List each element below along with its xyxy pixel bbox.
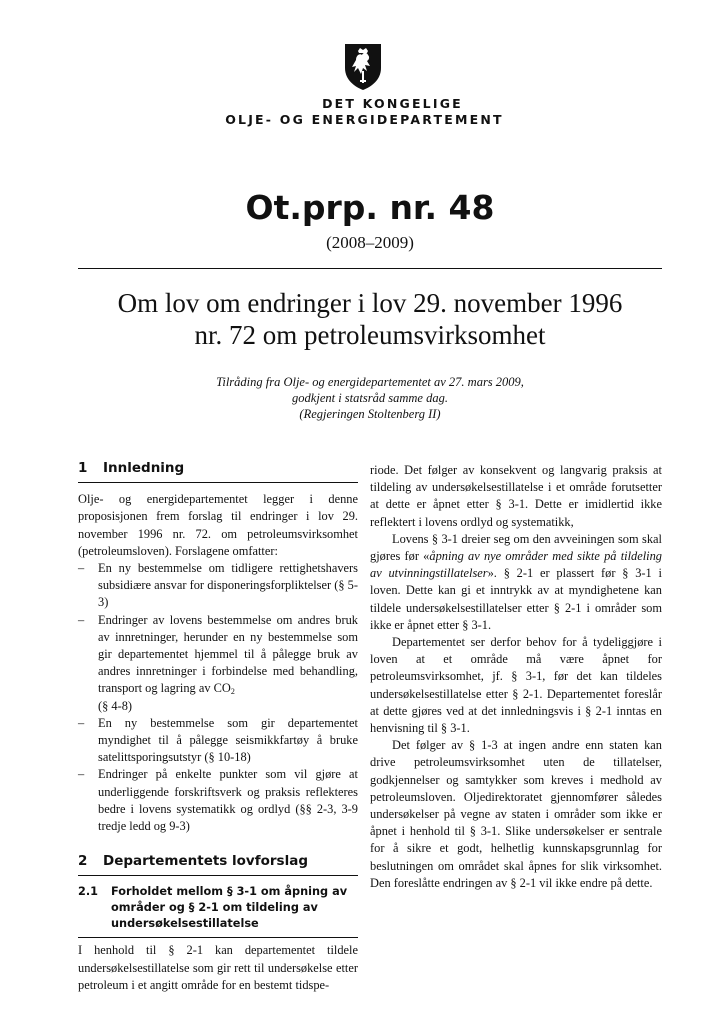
recommendation-note [160,374,580,422]
ministry-line-2: OLJE- OG ENERGIDEPARTEMENT [225,112,504,127]
document-title [70,287,670,351]
title-line-2: nr. 72 om petroleumsvirksomhet [194,320,546,350]
body-paragraph: I henhold til § 2-1 kan departementet tildele undersøkelsestillatelse som gir rett til undersøkelse etter petroleum i et angitt område for en bestemt tidspe- [78,943,358,992]
body-paragraph: Departementet ser derfor behov for å tydeliggjøre i loven at et område må være åpnet for petroleumsvirksomhet, jf. § 3-1, før det kan tildeles undersøkelsestillatelse etter § 2-1. Departementet foreslår at dette gjøres ved at det innledningsvis i § 2-1 inntas en henvisning til § 3-1. [370,635,662,736]
list-item-text: Endringer av lovens bestemmelse om andres bruk av innretninger, herunder en ny bestemmelse som gir departementet hjemmel til å pålegge bruk av andres innretninger i forbindelse med behandling, transport og lagring av CO [98,612,358,696]
document-number: Ot.prp. nr. 48 [245,188,495,227]
body-paragraph-continued: riode. Det følger av konsekvent og langvarig praksis at tildeling av undersøkelsestillatelse i et område forutsetter at dette er åpnet etter § 3-1. Dette er imidlertid ikke reflektert i lovens ordlyd og systematikk, [370,463,662,529]
body-paragraph: Det følger av § 1-3 at ingen andre enn staten kan drive petroleumsvirksomhet uten de tillatelser, godkjennelser og samtykker som kreves i medhold av petroleumsloven. Oljedirektoratet gjennomfører således undersøkelser på vegne av staten i områder som ikke er åpnet i henhold til § 3-1. Slike undersøkelser er sentrale for å sikre et godt, helhetlig kunnskapsgrunnlag for beslutningen om området skal åpnes for slik virksomhet. Den foreslåtte endringen av § 2-1 vil ikke endre på dette. [370,738,662,890]
right-column [370,462,662,892]
list-item: – En ny bestemmelse om tidligere rettighetshavers subsidiære ansvar for disponeringsforpliktelser (§ 5-3) [78,560,358,612]
title-line-1: Om lov om endringer i lov 29. november 1996 [117,288,623,318]
body-paragraph [370,531,662,634]
list-item-ref: (§ 4-8) [98,698,133,713]
document-session: (2008–2009) [326,233,414,252]
section-number: 2 [78,853,88,870]
section-heading-innledning [78,460,358,483]
intro-paragraph: Olje- og energidepartementet legger i denne proposisjonen frem forslag til endringer i lov 29. november 1996 nr. 72. om petroleumsvirksomhet (petroleumsloven). Forslagene omfatter: [78,492,358,558]
section-title: Departementets lovforslag [103,853,308,870]
co2-subscript: 2 [230,687,235,697]
ministry-line-1: DET KONGELIGE [322,96,463,111]
list-item: – Endringer på enkelte punkter som vil gjøre at underliggende forskriftsverk og praksis reflekteres bedre i lovens systematikk og ordlyd (§§ 2-3, 3-9 tredje ledd og 9-3) [78,766,358,835]
paragraph-text: Lovens § 3-1 dreier seg om den avveiningen som skal gjøres før « [370,531,662,564]
paragraph-text: ». § 2-1 er plassert før § 3-1 i loven. Dette kan gi et inntrykk av at myndighetene kan tildele undersøkelsestillatelser etter § 2-1 i områder som ikke er åpnet etter § 3-1. [370,566,662,632]
subsection-number: 2.1 [78,885,99,899]
subsection-heading [78,884,358,938]
proposal-list [78,560,358,835]
subsection-title: Forholdet mellom § 3-1 om åpning av områder og § 2-1 om tildeling av undersøkelsestillatelse [111,885,348,931]
coat-of-arms-icon [343,42,383,92]
recommendation-line-2: godkjent i statsråd samme dag. [292,391,448,405]
list-item [78,612,358,715]
recommendation-line-1: Tilråding fra Olje- og energidepartementet av 27. mars 2009, [216,375,524,389]
section-number: 1 [78,460,88,476]
section-heading-lovforslag [78,853,358,876]
recommendation-line-3: (Regjeringen Stoltenberg II) [299,407,441,421]
ministry-name [0,96,725,128]
quoted-text: åpning av nye områder med sikte på tildeling av utvinningstillatelser [370,549,662,581]
section-title: Innledning [103,460,185,476]
title-divider [78,268,662,269]
left-column [78,460,358,994]
list-item: – En ny bestemmelse som gir departementet myndighet til å pålegge seismikkfartøy å bruke satelittsporingsutstyr (§ 10-18) [78,715,358,767]
